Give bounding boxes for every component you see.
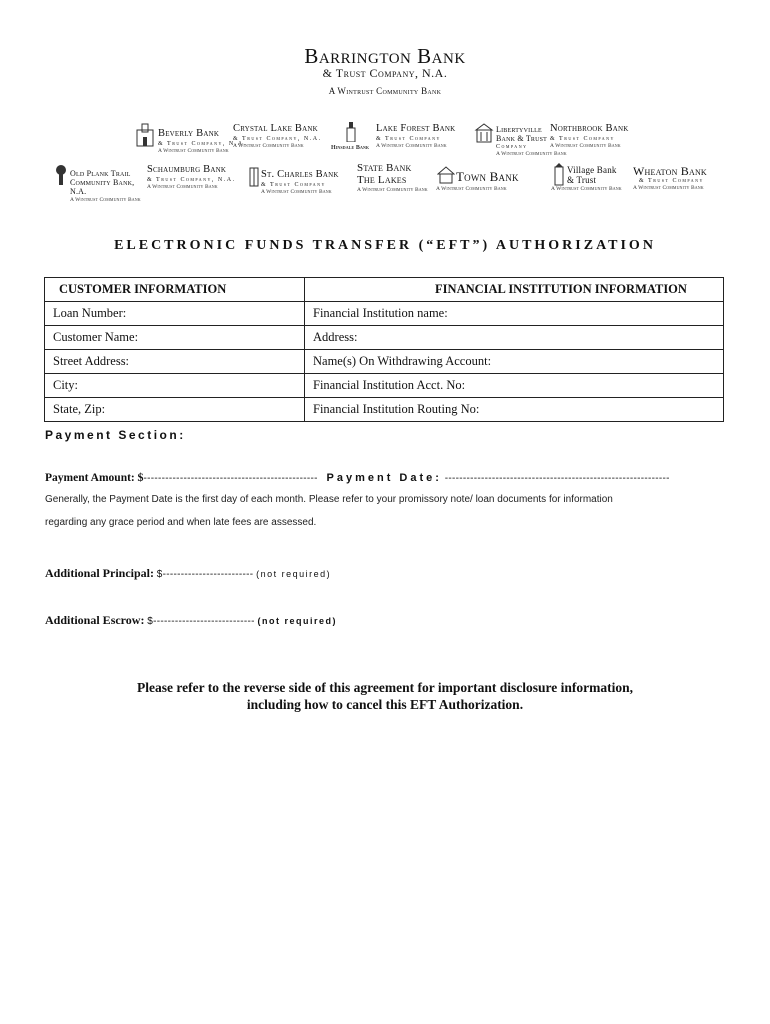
logo-crystal-lake-bank: Crystal Lake Bank & Trust Company, N.A. A Wintrust Community Bank	[233, 123, 322, 149]
payment-section-heading: Payment Section:	[45, 428, 186, 442]
table-row	[45, 398, 724, 422]
payment-date-input[interactable]: --------------------------------------------------------------	[444, 473, 670, 484]
document-title: ELECTRONIC FUNDS TRANSFER (“EFT”) AUTHORIZATION	[114, 238, 656, 253]
libertyville-building-icon	[474, 122, 494, 144]
logo-lake-forest-bank: Lake Forest Bank & Trust Company A Wintrust Community Bank	[376, 123, 456, 149]
logo-libertyville-bank: Libertyville Bank & Trust Company A Wintrust Community Bank	[496, 125, 567, 157]
customer-info-header: CUSTOMER INFORMATION	[45, 278, 305, 302]
table-header-row	[45, 278, 724, 302]
logo-northbrook-bank: Northbrook Bank & Trust Company A Wintrust Community Bank	[550, 123, 629, 149]
table-row	[45, 374, 724, 398]
street-address-field[interactable]: Street Address:	[45, 350, 305, 374]
logo-hinsdale-bank: Hinsdale Bank	[331, 145, 370, 151]
financial-info-header: FINANCIAL INSTITUTION INFORMATION	[305, 278, 724, 302]
beverly-castle-icon	[134, 122, 156, 148]
table-row	[45, 302, 724, 326]
withdrawing-account-names-field[interactable]: Name(s) On Withdrawing Account:	[305, 350, 724, 374]
st-charles-tower-icon	[248, 166, 260, 188]
additional-escrow-label: Additional Escrow:	[45, 613, 145, 627]
town-bank-icon	[437, 166, 455, 184]
payment-date-label: Payment Date:	[326, 472, 442, 484]
logo-wheaton-bank: Wheaton Bank & Trust Company A Wintrust Community Bank	[633, 164, 707, 191]
additional-escrow-row	[45, 613, 337, 628]
payment-amount-currency: $	[137, 470, 144, 484]
bank-name: Barrington Bank	[304, 44, 466, 68]
customer-name-field[interactable]: Customer Name:	[45, 326, 305, 350]
disclosure-line-1: Please refer to the reverse side of this agreement for important disclosure information,	[136, 680, 634, 695]
additional-escrow-input[interactable]: $----------------------------	[147, 616, 255, 627]
disclosure-line-2: including how to cancel this EFT Authorization.	[246, 697, 524, 712]
logo-village-bank: Village Bank & Trust A Wintrust Community Bank	[551, 165, 622, 192]
fi-routing-number-field[interactable]: Financial Institution Routing No:	[305, 398, 724, 422]
hinsdale-tower-icon	[344, 122, 358, 142]
table-row	[45, 350, 724, 374]
payment-amount-row	[45, 470, 670, 485]
payment-date-note-line2: regarding any grace period and when late fees are assessed.	[45, 517, 317, 528]
logo-beverly-bank: Beverly Bank & Trust Company, N.A. A Wintrust Community Bank	[158, 128, 247, 154]
payment-date-note-line1: Generally, the Payment Date is the first day of each month. Please refer to your promissory note/ loan documents for information	[45, 494, 613, 505]
additional-principal-input[interactable]: $-------------------------	[156, 569, 254, 580]
state-zip-field[interactable]: State, Zip:	[45, 398, 305, 422]
bank-subtitle: & Trust Company, N.A.	[322, 66, 448, 80]
village-bank-icon	[552, 163, 566, 187]
logo-state-bank-the-lakes: State Bank The Lakes A Wintrust Community Bank	[357, 162, 428, 193]
logo-old-plank-trail-bank: Old Plank Trail Community Bank, N.A. A Wintrust Community Bank	[70, 169, 141, 203]
additional-principal-row	[45, 566, 331, 581]
fi-account-number-field[interactable]: Financial Institution Acct. No:	[305, 374, 724, 398]
fi-address-field[interactable]: Address:	[305, 326, 724, 350]
bank-tagline: A Wintrust Community Bank	[328, 86, 442, 96]
loan-number-field[interactable]: Loan Number:	[45, 302, 305, 326]
payment-amount-input[interactable]: ------------------------------------------------	[143, 473, 318, 484]
logo-st-charles-bank: St. Charles Bank & Trust Company A Wintrust Community Bank	[261, 169, 339, 195]
additional-principal-label: Additional Principal:	[45, 566, 155, 580]
escrow-not-required-note: (not required)	[257, 616, 337, 626]
old-plank-trail-icon	[53, 164, 69, 186]
table-row	[45, 326, 724, 350]
eft-info-table	[44, 277, 724, 422]
city-field[interactable]: City:	[45, 374, 305, 398]
payment-amount-label: Payment Amount:	[45, 472, 135, 484]
fi-name-field[interactable]: Financial Institution name:	[305, 302, 724, 326]
logo-schaumburg-bank: Schaumburg Bank & Trust Company, N.A. A Wintrust Community Bank	[147, 164, 236, 190]
logo-town-bank: Town Bank A Wintrust Community Bank	[436, 169, 519, 192]
principal-not-required-note: (not required)	[256, 569, 332, 579]
disclosure-reference	[0, 679, 770, 713]
